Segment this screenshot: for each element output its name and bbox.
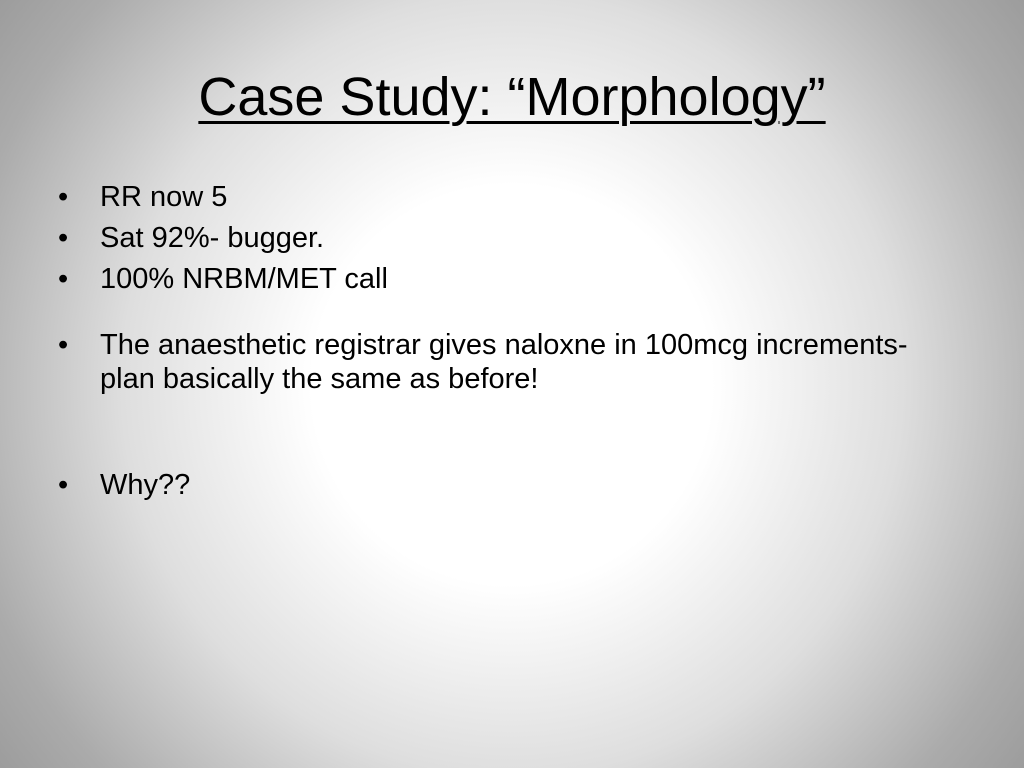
bullet-item [54,468,954,502]
slide-title [0,62,1024,132]
bullet-icon: • [58,263,69,295]
bullet-icon: • [58,222,69,254]
bullet-icon: • [58,181,69,213]
bullet-item [54,221,954,255]
bullet-item [54,328,954,396]
slide-title-text: Case Study: “Morphology” [198,67,826,127]
bullet-text: The anaesthetic registrar gives naloxne in 100mcg increments- plan basically the same as before! [100,329,908,395]
bullet-list [54,180,954,509]
bullet-text: Why?? [100,469,191,501]
bullet-item [54,262,954,296]
bullet-text: RR now 5 [100,181,228,213]
bullet-icon: • [58,469,69,501]
bullet-text: Sat 92%- bugger. [100,222,325,254]
bullet-icon: • [58,329,69,361]
bullet-text: 100% NRBM/MET call [100,263,388,295]
bullet-item [54,180,954,214]
